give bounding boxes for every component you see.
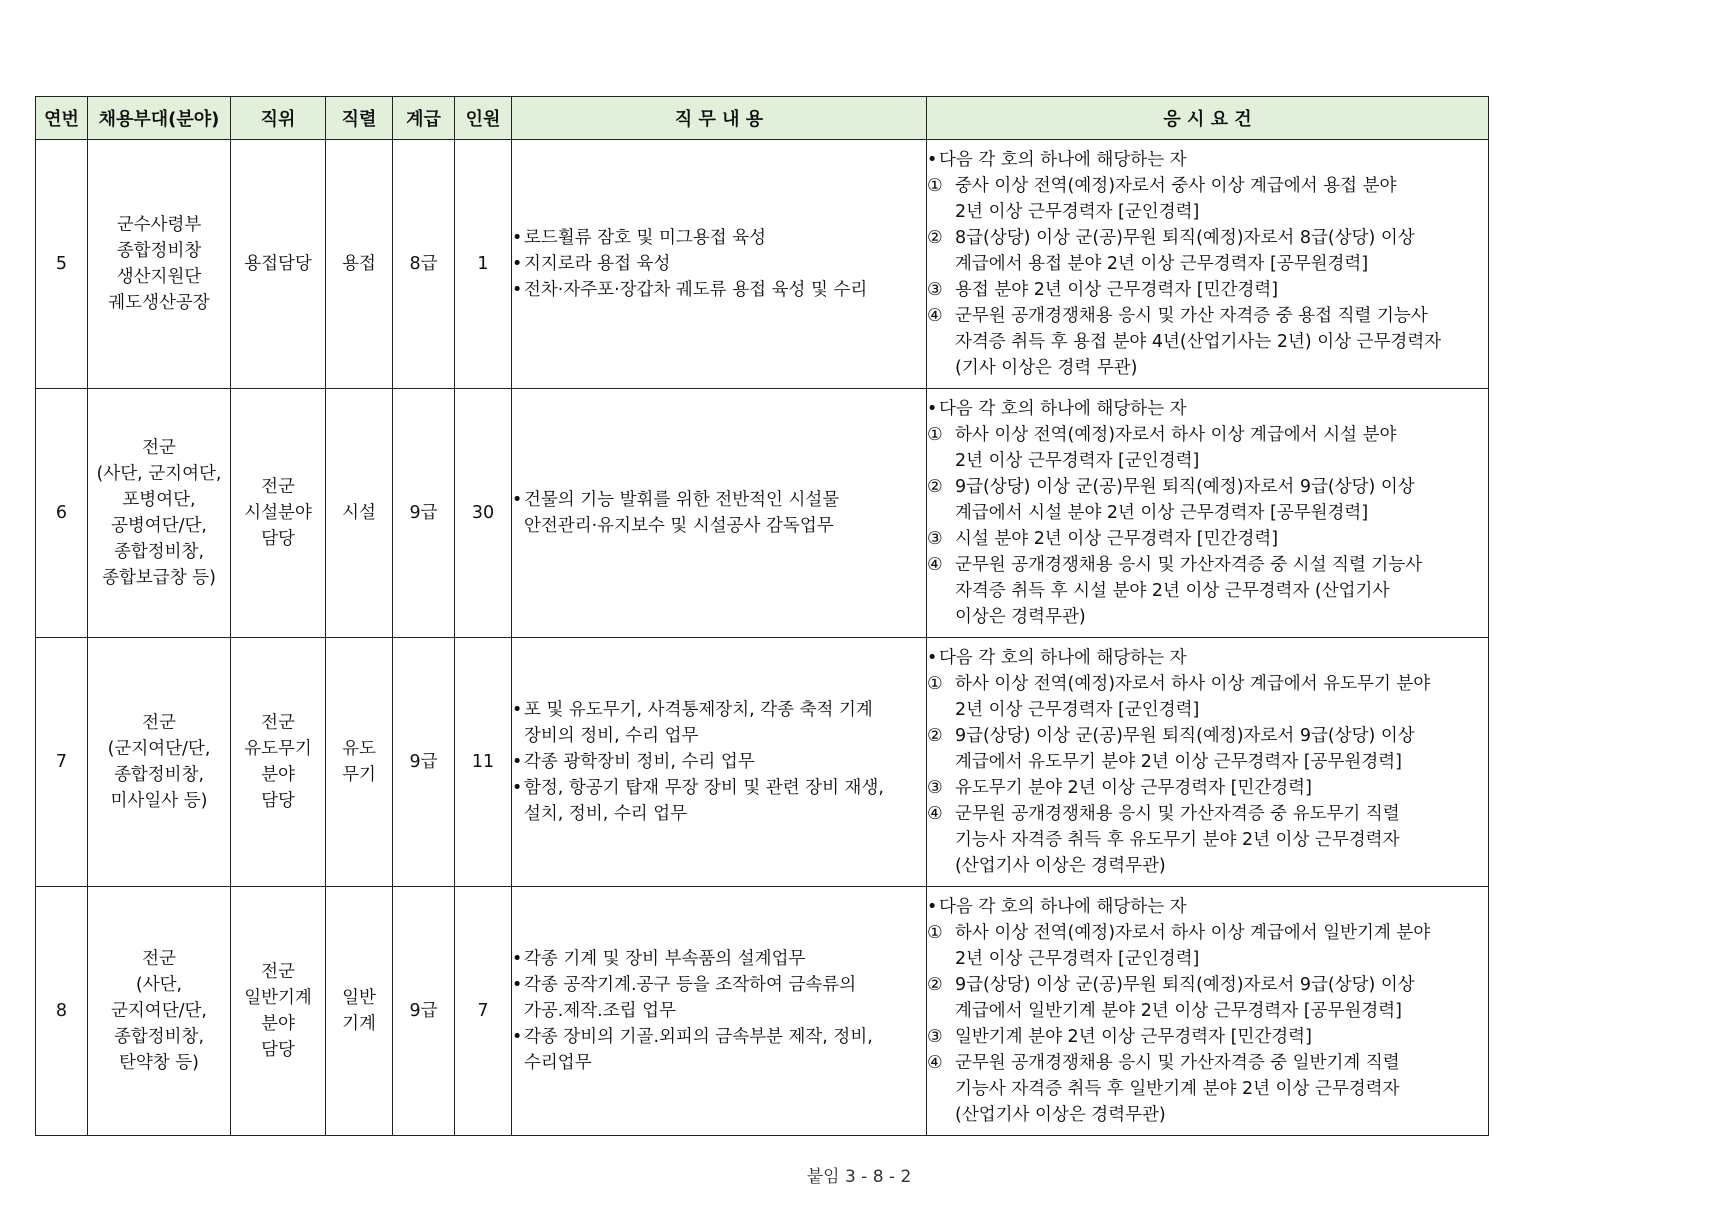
requirement-marker: ② — [927, 975, 943, 995]
recruiting-unit: 전군 (군지여단/단, 종합정비창, 미사일사 등) — [107, 713, 211, 811]
bullet-icon: • — [927, 897, 938, 917]
duty-item — [512, 1024, 926, 1076]
requirement-text: 9급(상당) 이상 군(공)무원 퇴직(예정)자로서 9급(상당) 이상 계급에서 일반기계 분야 2년 이상 근무경력자 [공무원경력] — [955, 975, 1415, 1021]
duty-item — [512, 946, 926, 972]
table-row — [36, 638, 1489, 887]
job-series: 시설 — [342, 503, 376, 523]
requirement-marker: ① — [927, 674, 943, 694]
requirement-text: 군무원 공개경쟁채용 응시 및 가산자격증 중 유도무기 직렬 기능사 자격증 취득 후 유도무기 분야 2년 이상 근무경력자 (산업기사 이상은 경력무관) — [955, 804, 1400, 876]
recruiting-unit-cell — [88, 140, 231, 389]
requirement-marker: ① — [927, 923, 943, 943]
requirements-intro — [927, 894, 1488, 920]
requirements-intro-text: 다음 각 호의 하나에 해당하는 자 — [939, 897, 1187, 917]
bullet-icon: • — [927, 399, 938, 419]
headcount: 1 — [477, 254, 489, 274]
duty-item — [512, 277, 926, 303]
requirements-intro — [927, 396, 1488, 422]
page-footer: 붙임 3 - 8 - 2 — [806, 1167, 912, 1187]
header-grade: 계급 — [393, 97, 455, 140]
requirement-marker: ④ — [927, 306, 943, 326]
requirement-marker: ② — [927, 477, 943, 497]
recruiting-unit-cell — [88, 887, 231, 1136]
duty-item — [512, 225, 926, 251]
duty-text: 각종 광학장비 정비, 수리 업무 — [524, 752, 755, 772]
bullet-icon: • — [512, 975, 523, 995]
grade: 9급 — [409, 503, 438, 523]
grade-cell — [393, 638, 455, 887]
job-series-cell — [326, 140, 393, 389]
requirement-item — [927, 277, 1488, 303]
requirement-marker: ① — [927, 176, 943, 196]
position-cell — [231, 887, 326, 1136]
requirement-marker: ③ — [927, 280, 943, 300]
table-header-row — [36, 97, 1489, 140]
requirements-intro-text: 다음 각 호의 하나에 해당하는 자 — [939, 150, 1187, 170]
table-body — [36, 140, 1489, 1136]
recruiting-unit: 군수사령부 종합정비창 생산지원단 궤도생산공장 — [108, 215, 210, 313]
duties-cell — [512, 638, 927, 887]
requirement-item — [927, 920, 1488, 972]
grade: 8급 — [409, 254, 438, 274]
requirements-cell — [927, 389, 1489, 638]
requirement-marker: ④ — [927, 804, 943, 824]
requirement-item — [927, 801, 1488, 879]
header-position: 직위 — [231, 97, 326, 140]
duty-text: 함정, 항공기 탑재 무장 장비 및 관련 장비 재생, 설치, 정비, 수리 업무 — [524, 778, 884, 824]
duty-text: 건물의 기능 발휘를 위한 전반적인 시설물 안전관리·유지보수 및 시설공사 감독업무 — [524, 490, 840, 536]
duties-list — [512, 487, 926, 539]
bullet-icon: • — [512, 778, 523, 798]
requirement-text: 일반기계 분야 2년 이상 근무경력자 [민간경력] — [955, 1027, 1312, 1047]
requirement-text: 하사 이상 전역(예정)자로서 하사 이상 계급에서 시설 분야 2년 이상 근무경력자 [군인경력] — [955, 425, 1397, 471]
requirement-text: 9급(상당) 이상 군(공)무원 퇴직(예정)자로서 9급(상당) 이상 계급에서 유도무기 분야 2년 이상 근무경력자 [공무원경력] — [955, 726, 1415, 772]
job-series-cell — [326, 389, 393, 638]
requirements-intro-text: 다음 각 호의 하나에 해당하는 자 — [939, 399, 1187, 419]
requirement-item — [927, 526, 1488, 552]
requirement-item — [927, 723, 1488, 775]
header-count: 인원 — [455, 97, 512, 140]
requirement-text: 군무원 공개경쟁채용 응시 및 가산자격증 중 시설 직렬 기능사 자격증 취득 후 시설 분야 2년 이상 근무경력자 (산업기사 이상은 경력무관) — [955, 555, 1423, 627]
duty-text: 포 및 유도무기, 사격통제장치, 각종 축적 기계 장비의 정비, 수리 업무 — [524, 700, 873, 746]
requirement-item — [927, 1050, 1488, 1128]
job-series: 용접 — [342, 254, 376, 274]
duty-item — [512, 749, 926, 775]
bullet-icon: • — [512, 490, 523, 510]
row-number-cell — [36, 638, 88, 887]
headcount-cell — [455, 389, 512, 638]
duties-list — [512, 946, 926, 1076]
job-series-cell — [326, 638, 393, 887]
position: 전군 시설분야 담당 — [244, 477, 312, 549]
row-number-cell — [36, 887, 88, 1136]
duties-cell — [512, 887, 927, 1136]
requirement-text: 유도무기 분야 2년 이상 근무경력자 [민간경력] — [955, 778, 1312, 798]
bullet-icon: • — [512, 700, 523, 720]
headcount: 11 — [471, 752, 495, 772]
duty-item — [512, 251, 926, 277]
recruiting-unit: 전군 (사단, 군지여단/단, 종합정비창, 탄약창 등) — [111, 949, 207, 1073]
bullet-icon: • — [512, 1027, 523, 1047]
requirement-marker: ③ — [927, 778, 943, 798]
requirement-item — [927, 474, 1488, 526]
position-cell — [231, 389, 326, 638]
duties-cell — [512, 140, 927, 389]
requirement-item — [927, 225, 1488, 277]
headcount-cell — [455, 638, 512, 887]
duty-text: 각종 공작기계.공구 등을 조작하여 금속류의 가공.제작.조립 업무 — [524, 975, 857, 1021]
job-series: 유도 무기 — [342, 739, 376, 785]
requirement-item — [927, 671, 1488, 723]
grade: 9급 — [409, 752, 438, 772]
requirement-text: 하사 이상 전역(예정)자로서 하사 이상 계급에서 일반기계 분야 2년 이상 근무경력자 [군인경력] — [955, 923, 1431, 969]
header-series: 직렬 — [326, 97, 393, 140]
requirement-text: 군무원 공개경쟁채용 응시 및 가산자격증 중 일반기계 직렬 기능사 자격증 취득 후 일반기계 분야 2년 이상 근무경력자 (산업기사 이상은 경력무관) — [955, 1053, 1400, 1125]
position: 용접담당 — [244, 254, 312, 274]
requirement-marker: ② — [927, 726, 943, 746]
header-requirements: 응 시 요 건 — [927, 97, 1489, 140]
requirements-intro-text: 다음 각 호의 하나에 해당하는 자 — [939, 648, 1187, 668]
requirement-marker: ③ — [927, 529, 943, 549]
recruiting-unit-cell — [88, 389, 231, 638]
requirement-text: 9급(상당) 이상 군(공)무원 퇴직(예정)자로서 9급(상당) 이상 계급에서 시설 분야 2년 이상 근무경력자 [공무원경력] — [955, 477, 1415, 523]
requirement-marker: ③ — [927, 1027, 943, 1047]
grade: 9급 — [409, 1001, 438, 1021]
table-row — [36, 140, 1489, 389]
duties-list — [512, 697, 926, 827]
recruiting-unit: 전군 (사단, 군지여단, 포병여단, 공병여단/단, 종합정비창, 종합보급창 등) — [96, 438, 222, 588]
recruiting-unit-cell — [88, 638, 231, 887]
duty-item — [512, 972, 926, 1024]
requirement-item — [927, 422, 1488, 474]
headcount-cell — [455, 887, 512, 1136]
requirement-item — [927, 1024, 1488, 1050]
requirement-item — [927, 303, 1488, 381]
grade-cell — [393, 887, 455, 1136]
requirement-text: 시설 분야 2년 이상 근무경력자 [민간경력] — [955, 529, 1279, 549]
duty-text: 지지로라 용접 육성 — [524, 254, 671, 274]
requirement-item — [927, 173, 1488, 225]
bullet-icon: • — [927, 648, 938, 668]
grade-cell — [393, 389, 455, 638]
requirement-marker: ④ — [927, 555, 943, 575]
table-row — [36, 389, 1489, 638]
position: 전군 유도무기 분야 담당 — [244, 713, 312, 811]
duty-item — [512, 487, 926, 539]
bullet-icon: • — [512, 949, 523, 969]
recruitment-table — [35, 96, 1489, 1136]
position-cell — [231, 638, 326, 887]
header-duties: 직 무 내 용 — [512, 97, 927, 140]
duty-text: 각종 기계 및 장비 부속품의 설계업무 — [524, 949, 806, 969]
row-number-cell — [36, 389, 88, 638]
duties-cell — [512, 389, 927, 638]
requirement-marker: ② — [927, 228, 943, 248]
headcount: 7 — [477, 1001, 489, 1021]
row-number: 7 — [55, 752, 68, 772]
bullet-icon: • — [512, 280, 523, 300]
duty-text: 로드휠류 잠호 및 미그용접 육성 — [524, 228, 767, 248]
headcount-cell — [455, 140, 512, 389]
requirements-intro — [927, 147, 1488, 173]
requirement-item — [927, 775, 1488, 801]
duty-text: 전차·자주포·장갑차 궤도류 용접 육성 및 수리 — [524, 280, 868, 300]
row-number: 8 — [55, 1001, 68, 1021]
bullet-icon: • — [512, 228, 523, 248]
job-series-cell — [326, 887, 393, 1136]
duty-item — [512, 775, 926, 827]
row-number-cell — [36, 140, 88, 389]
requirements-cell — [927, 638, 1489, 887]
header-no: 연번 — [36, 97, 88, 140]
requirement-text: 중사 이상 전역(예정)자로서 중사 이상 계급에서 용접 분야 2년 이상 근무경력자 [군인경력] — [955, 176, 1397, 222]
header-unit: 채용부대(분야) — [88, 97, 231, 140]
row-number: 5 — [55, 254, 68, 274]
requirement-text: 군무원 공개경쟁채용 응시 및 가산 자격증 중 용접 직렬 기능사 자격증 취득 후 용접 분야 4년(산업기사는 2년) 이상 근무경력자 (기사 이상은 경력 무관) — [955, 306, 1442, 378]
position: 전군 일반기계 분야 담당 — [244, 962, 312, 1060]
bullet-icon: • — [512, 254, 523, 274]
requirements-intro — [927, 645, 1488, 671]
requirement-item — [927, 552, 1488, 630]
bullet-icon: • — [927, 150, 938, 170]
requirement-text: 하사 이상 전역(예정)자로서 하사 이상 계급에서 유도무기 분야 2년 이상 근무경력자 [군인경력] — [955, 674, 1431, 720]
position-cell — [231, 140, 326, 389]
duty-text: 각종 장비의 기골.외피의 금속부분 제작, 정비, 수리업무 — [524, 1027, 873, 1073]
row-number: 6 — [55, 503, 68, 523]
requirement-marker: ④ — [927, 1053, 943, 1073]
job-series: 일반 기계 — [342, 988, 376, 1034]
requirements-cell — [927, 887, 1489, 1136]
requirements-cell — [927, 140, 1489, 389]
requirement-item — [927, 972, 1488, 1024]
grade-cell — [393, 140, 455, 389]
duty-item — [512, 697, 926, 749]
duties-list — [512, 225, 926, 303]
bullet-icon: • — [512, 752, 523, 772]
requirement-text: 8급(상당) 이상 군(공)무원 퇴직(예정)자로서 8급(상당) 이상 계급에서 용접 분야 2년 이상 근무경력자 [공무원경력] — [955, 228, 1415, 274]
headcount: 30 — [471, 503, 495, 523]
requirement-marker: ① — [927, 425, 943, 445]
table-row — [36, 887, 1489, 1136]
requirement-text: 용접 분야 2년 이상 근무경력자 [민간경력] — [955, 280, 1279, 300]
